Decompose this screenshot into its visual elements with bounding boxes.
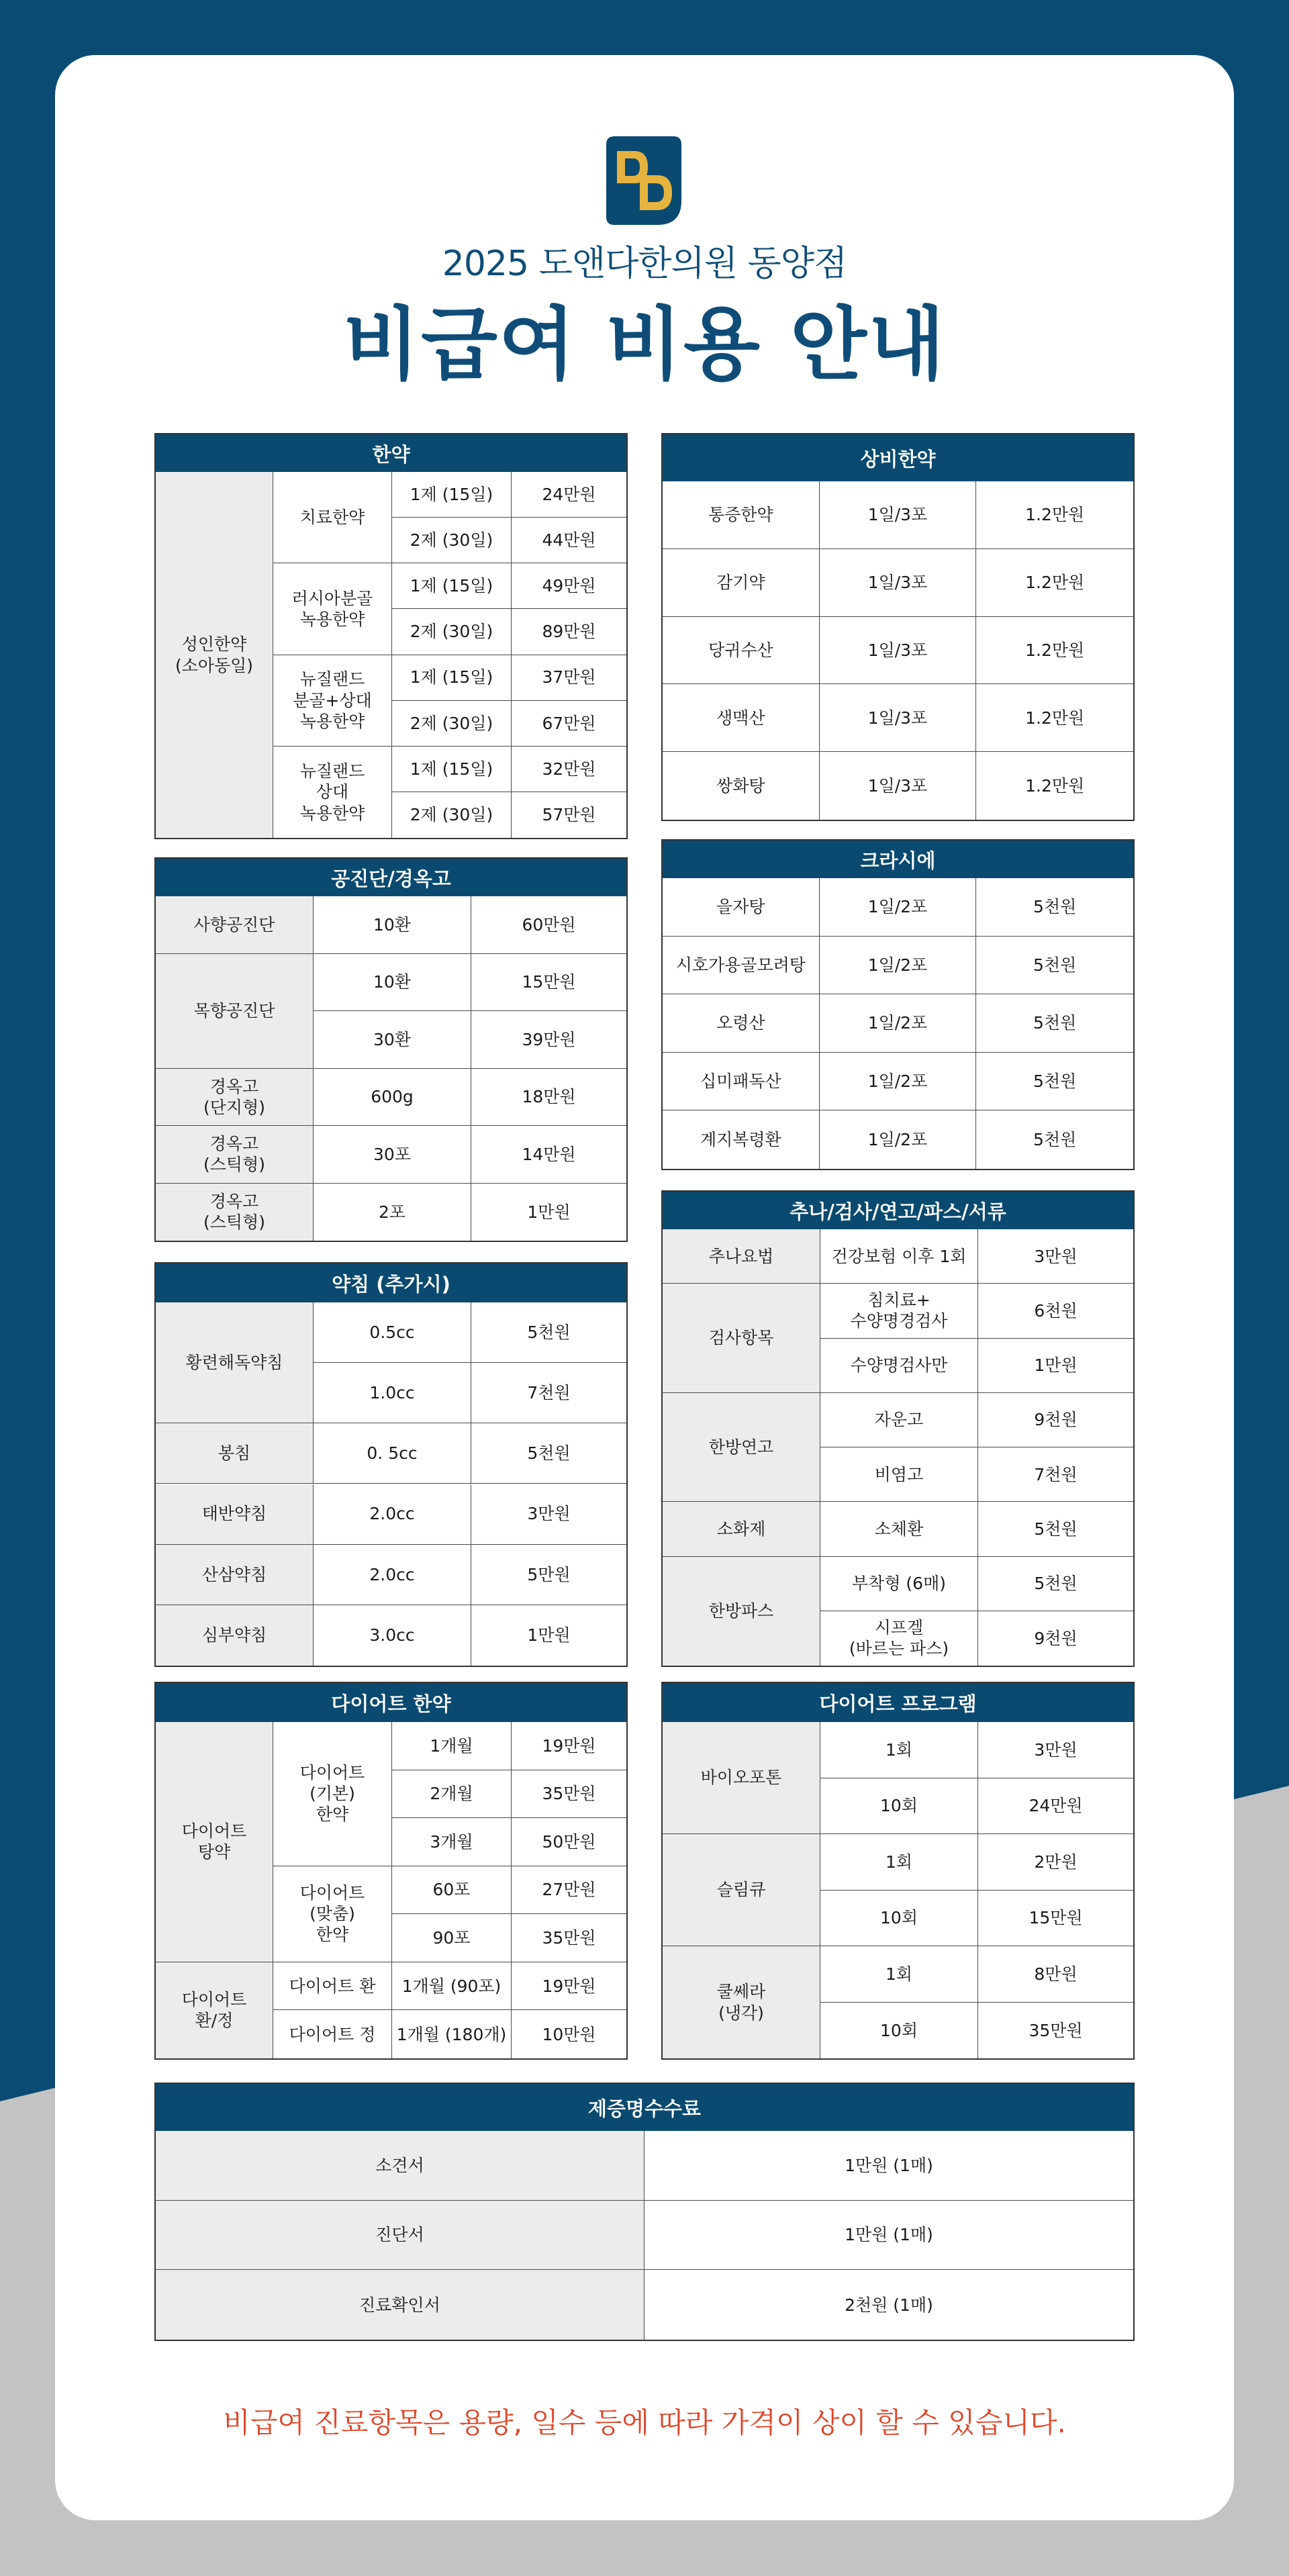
table-header: 다이어트 프로그램 [663, 1683, 1133, 1722]
item-price: 39만원 [471, 1011, 626, 1069]
item-quantity: 1일/3포 [820, 752, 977, 820]
table-chuna [661, 1190, 1135, 1667]
item-price: 15만원 [471, 954, 626, 1012]
table-header: 약침 (추가시) [156, 1263, 626, 1302]
item-price: 7천원 [978, 1447, 1133, 1502]
item-price: 19만원 [512, 1722, 626, 1770]
item-quantity: 1일/3포 [820, 549, 977, 617]
item-name: 생맥산 [663, 684, 820, 752]
item-quantity: 10회 [820, 1778, 978, 1835]
item-name: 계지복령환 [663, 1110, 820, 1169]
item-name: 당귀수산 [663, 617, 820, 685]
item-name: 한방연고 [663, 1393, 820, 1502]
item-price: 8만원 [978, 1946, 1133, 2003]
item-price: 9천원 [978, 1393, 1133, 1447]
item-price: 5천원 [976, 994, 1133, 1053]
item-price: 1만원 (1매) [644, 2131, 1133, 2201]
table-header: 추나/검사/연고/파스/서류 [663, 1192, 1133, 1229]
item-quantity: 60포 [392, 1866, 512, 1915]
item-quantity: 1일/2포 [820, 994, 977, 1053]
item-price: 35만원 [512, 1770, 626, 1819]
item-name: 을자탕 [663, 878, 820, 937]
item-quantity: 1개월 (180개) [392, 2010, 512, 2058]
item-price: 89만원 [512, 609, 626, 655]
item-quantity: 1일/2포 [820, 937, 977, 995]
item-price: 9천원 [1034, 1628, 1078, 1648]
item-price: 1만원 [978, 1339, 1133, 1393]
item-name: 러시아분골 녹용한약 [273, 563, 392, 655]
item-name: 다이어트 (맞춤) 한약 [273, 1866, 392, 1962]
item-price: 1만원 (1매) [644, 2201, 1133, 2271]
item-price: 57만원 [542, 805, 596, 825]
item-price: 50만원 [512, 1818, 626, 1866]
item-price: 5천원 [471, 1302, 626, 1363]
item-quantity: 10회 [820, 1891, 978, 1947]
item-name: 봉침 [156, 1423, 314, 1484]
item-quantity: 1회 [820, 1946, 978, 2003]
item-price: 5천원 [978, 1557, 1133, 1611]
item-quantity: 2.0cc [314, 1545, 471, 1605]
item-name: 심부약침 [156, 1605, 314, 1666]
item-price: 67만원 [512, 701, 626, 747]
item-name: 경옥고 (단지형) [156, 1069, 314, 1127]
item-quantity: 1일/2포 [820, 878, 977, 937]
table-hanyak [154, 433, 628, 839]
item-name: 검사항목 [663, 1284, 820, 1393]
item-price: 1.2만원 [976, 481, 1133, 549]
item-quantity: 10환 [314, 896, 471, 954]
table-header: 다이어트 한약 [156, 1683, 626, 1722]
item-price: 3만원 [471, 1484, 626, 1545]
item-price: 5천원 [471, 1423, 626, 1484]
item-quantity: 1일/2포 [820, 1110, 977, 1169]
page-title: 비급여 비용 안내 [342, 298, 947, 391]
group-label: 다이어트 탕약 [156, 1722, 273, 1962]
item-quantity: 10회 [820, 2003, 978, 2059]
item-quantity: 10환 [314, 954, 471, 1012]
item-price: 32만원 [512, 747, 626, 792]
item-name: 바이오포톤 [663, 1722, 820, 1834]
table-kracie [661, 839, 1135, 1170]
item-quantity: 30환 [314, 1011, 471, 1069]
item-quantity: 수양명검사만 [820, 1339, 978, 1393]
item-quantity: 시프겔 (바르는 파스) [820, 1611, 978, 1666]
table-header: 제증명수수료 [156, 2084, 1133, 2131]
item-name: 십미패독산 [663, 1053, 820, 1111]
item-price: 5만원 [471, 1545, 626, 1605]
item-quantity: 90포 [392, 1914, 512, 1962]
item-name: 태반약침 [156, 1484, 314, 1545]
item-name: 오령산 [663, 994, 820, 1053]
item-quantity: 자운고 [820, 1393, 978, 1447]
item-quantity: 1제 (15일) [392, 472, 512, 518]
item-price: 1.2만원 [1025, 775, 1085, 796]
item-price: 3만원 [978, 1722, 1133, 1778]
item-name: 쌍화탕 [663, 752, 820, 820]
item-name: 산삼약침 [156, 1545, 314, 1605]
item-price: 1.2만원 [976, 549, 1133, 617]
item-price: 5천원 [976, 878, 1133, 937]
item-price: 1만원 [527, 1202, 571, 1222]
item-quantity: 2제 (30일) [392, 609, 512, 655]
item-quantity: 2제 (30일) [392, 792, 512, 838]
item-quantity: 2개월 [392, 1770, 512, 1819]
item-name: 소화제 [663, 1502, 820, 1556]
item-quantity: 2제 (30일) [392, 701, 512, 747]
item-name: 경옥고 (스틱형) [156, 1184, 314, 1241]
item-price: 37만원 [512, 655, 626, 701]
item-quantity: 2포 [314, 1184, 471, 1241]
item-quantity: 1개월 [392, 1722, 512, 1770]
footer-note: 비급여 진료항목은 용량, 일수 등에 따라 가격이 상이 할 수 있습니다. [223, 2406, 1066, 2439]
item-price: 1.2만원 [976, 617, 1133, 685]
item-price: 5천원 [976, 1053, 1133, 1111]
item-price: 60만원 [471, 896, 626, 954]
item-name: 치료한약 [273, 472, 392, 563]
table-gongjindan [154, 857, 628, 1242]
item-quantity: 2.0cc [314, 1484, 471, 1545]
table-certificate [154, 2083, 1135, 2341]
item-price: 19만원 [512, 1962, 626, 2011]
item-price: 24만원 [512, 472, 626, 518]
item-quantity: 1회 [820, 1722, 978, 1778]
item-name: 뉴질랜드 분골+상대 녹용한약 [273, 655, 392, 747]
item-price: 27만원 [512, 1866, 626, 1915]
item-quantity: 건강보험 이후 1회 [820, 1229, 978, 1284]
item-quantity: 1회 [820, 1834, 978, 1891]
item-price: 35만원 [512, 1914, 626, 1962]
item-price: 18만원 [471, 1069, 626, 1127]
item-quantity: 1제 (15일) [392, 655, 512, 701]
item-quantity: 3개월 [392, 1818, 512, 1866]
item-quantity: 1제 (15일) [392, 563, 512, 609]
item-name: 다이어트 정 [273, 2010, 392, 2058]
item-name: 다이어트 (기본) 한약 [273, 1722, 392, 1866]
item-quantity: 1일/3포 [820, 684, 977, 752]
item-name: 한방파스 [663, 1557, 820, 1666]
group-label: 성인한약 (소아동일) [156, 472, 273, 838]
item-quantity: 2제 (30일) [392, 518, 512, 563]
item-price: 49만원 [512, 563, 626, 609]
item-name: 쿨쎄라 (냉각) [663, 1946, 820, 2058]
item-quantity: 1.0cc [314, 1363, 471, 1423]
table-header: 한약 [156, 434, 626, 472]
item-price: 44만원 [512, 518, 626, 563]
item-price: 5천원 [978, 1502, 1133, 1556]
table-header: 상비한약 [663, 434, 1133, 481]
item-quantity: 600g [314, 1069, 471, 1127]
item-price: 15만원 [978, 1891, 1133, 1947]
item-quantity: 1일/3포 [820, 481, 977, 549]
item-price: 2만원 [978, 1834, 1133, 1891]
item-name: 감기약 [663, 549, 820, 617]
item-quantity: 1제 (15일) [392, 747, 512, 792]
item-name: 황련해독약침 [156, 1302, 314, 1423]
item-name: 진단서 [156, 2201, 644, 2271]
table-diet [154, 1682, 628, 2060]
item-price: 2천원 (1매) [845, 2295, 933, 2315]
item-quantity: 1개월 (90포) [392, 1962, 512, 2011]
item-quantity: 3.0cc [314, 1605, 471, 1666]
clinic-subtitle: 2025 도앤다한의원 동양점 [442, 244, 847, 284]
item-name: 사향공진단 [156, 896, 314, 954]
item-quantity: 소체환 [820, 1502, 978, 1556]
item-name: 추나요법 [663, 1229, 820, 1284]
item-name: 목향공진단 [156, 954, 314, 1069]
item-quantity: 침치료+ 수양명경검사 [820, 1284, 978, 1338]
item-price: 7천원 [471, 1363, 626, 1423]
item-price: 1.2만원 [976, 684, 1133, 752]
item-price: 10만원 [542, 2024, 596, 2044]
table-sangbi [661, 433, 1135, 821]
group-label: 다이어트 환/정 [156, 1962, 273, 2058]
clinic-logo [606, 136, 681, 225]
item-quantity: 1일/3포 [820, 617, 977, 685]
item-quantity: 0.5cc [314, 1302, 471, 1363]
item-price: 5천원 [1033, 1130, 1077, 1150]
item-quantity: 0. 5cc [314, 1423, 471, 1484]
item-name: 슬림큐 [663, 1834, 820, 1946]
table-yakchim [154, 1262, 628, 1667]
item-quantity: 1일/2포 [820, 1053, 977, 1111]
item-quantity: 부착형 (6매) [820, 1557, 978, 1611]
item-price: 35만원 [1029, 2020, 1083, 2040]
item-quantity: 비염고 [820, 1447, 978, 1502]
table-program [661, 1682, 1135, 2060]
table-header: 공진단/경옥고 [156, 859, 626, 896]
item-name: 시호가용골모려탕 [663, 937, 820, 995]
item-name: 통증한약 [663, 481, 820, 549]
item-price: 3만원 [978, 1229, 1133, 1284]
item-name: 다이어트 환 [273, 1962, 392, 2011]
item-name: 경옥고 (스틱형) [156, 1126, 314, 1184]
item-price: 5천원 [976, 937, 1133, 995]
item-name: 진료확인서 [156, 2270, 644, 2340]
item-quantity: 30포 [314, 1126, 471, 1184]
item-price: 6천원 [978, 1284, 1133, 1338]
item-price: 24만원 [978, 1778, 1133, 1835]
item-price: 14만원 [471, 1126, 626, 1184]
item-name: 소견서 [156, 2131, 644, 2201]
item-name: 뉴질랜드 상대 녹용한약 [273, 747, 392, 838]
table-header: 크라시에 [663, 841, 1133, 878]
item-price: 1만원 [527, 1625, 571, 1645]
